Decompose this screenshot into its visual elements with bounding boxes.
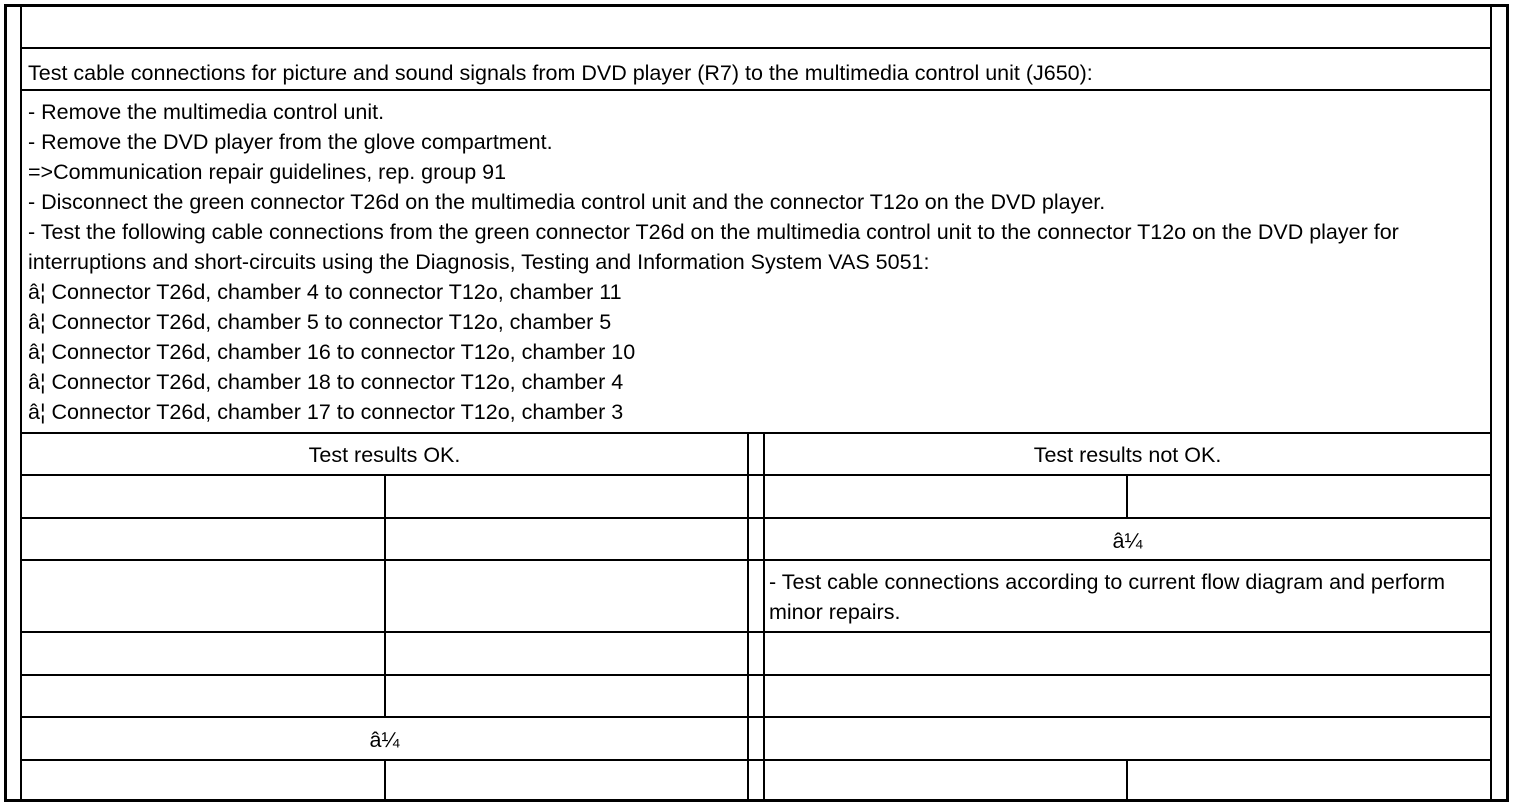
connection-item: â¦ Connector T26d, chamber 16 to connector T12o, chamber 10 — [28, 340, 636, 364]
instruction-line: - Disconnect the green connector T26d on the multimedia control unit and the connector T12o on the DVD player. — [28, 190, 1106, 214]
center-divider-right — [763, 432, 765, 802]
instruction-line: - Remove the multimedia control unit. — [28, 100, 385, 124]
connection-item: â¦ Connector T26d, chamber 18 to connector T12o, chamber 4 — [28, 370, 624, 394]
center-divider-left — [747, 432, 749, 802]
row-divider — [20, 432, 1492, 434]
right-subcolumn-divider — [1126, 474, 1128, 518]
row-divider — [20, 631, 1492, 633]
connection-item: â¦ Connector T26d, chamber 17 to connector T12o, chamber 3 — [28, 400, 624, 424]
row-divider — [20, 674, 1492, 676]
down-arrow-icon: â¼ — [1112, 529, 1143, 553]
row-divider — [20, 47, 1492, 49]
connection-item: â¦ Connector T26d, chamber 5 to connector T12o, chamber 5 — [28, 310, 612, 334]
section-heading: Test cable connections for picture and sound signals from DVD player (R7) to the multimedia control unit (J650): — [28, 61, 1093, 85]
row-divider — [20, 89, 1492, 91]
repair-instruction: - Test cable connections according to current flow diagram and perform minor repairs. — [769, 570, 1446, 624]
instruction-list — [28, 97, 1478, 427]
left-subcolumn-divider — [384, 474, 386, 718]
result-not-ok-label: Test results not OK. — [1033, 443, 1222, 467]
instruction-line: - Test the following cable connections from the green connector T26d on the multimedia control unit to the connector T12o on the DVD player for interruptions and short-circuits using the Diagnosis, Testing and Information System VAS 5051: — [28, 220, 1399, 274]
right-margin-rule — [1490, 4, 1492, 802]
row-divider — [20, 517, 1492, 519]
left-margin-rule — [20, 4, 22, 802]
down-arrow-icon: â¼ — [369, 728, 400, 752]
row-divider — [20, 716, 1492, 718]
row-divider — [20, 759, 1492, 761]
instruction-line: - Remove the DVD player from the glove compartment. — [28, 130, 553, 154]
instruction-line: =>Communication repair guidelines, rep. group 91 — [28, 160, 507, 184]
row-divider — [20, 559, 1492, 561]
right-subcolumn-divider — [1126, 759, 1128, 802]
row-divider — [20, 474, 1492, 476]
connection-item: â¦ Connector T26d, chamber 4 to connector T12o, chamber 11 — [28, 280, 622, 304]
left-subcolumn-divider — [384, 759, 386, 802]
result-ok-label: Test results OK. — [308, 443, 461, 467]
